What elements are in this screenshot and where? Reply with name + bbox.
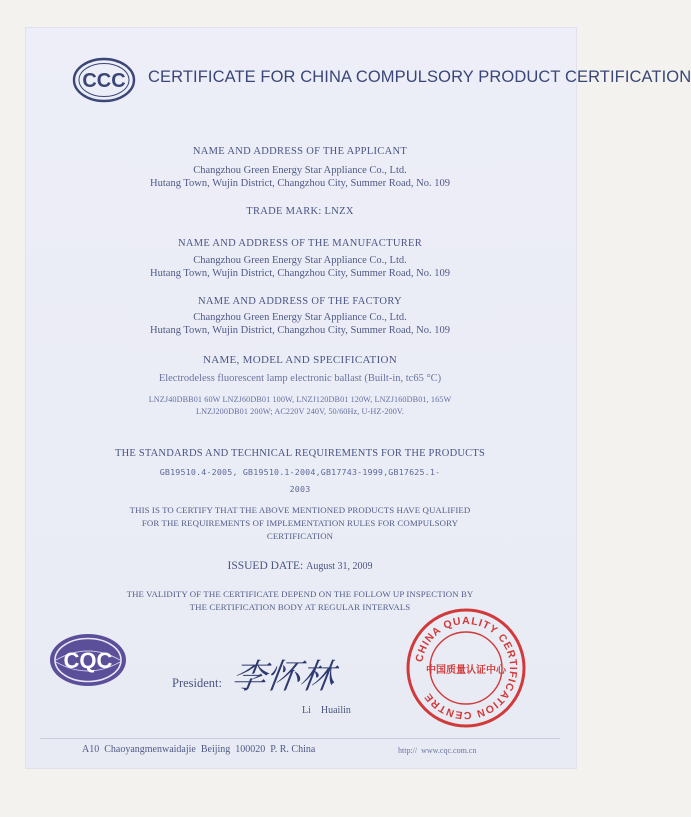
- product-description: Electrodeless fluorescent lamp electronic ballast (Built-in, tc65 °C): [158, 373, 442, 384]
- president-signature: [229, 650, 364, 700]
- footer-website: http:// www.cqc.com.cn: [398, 746, 477, 755]
- certify-line3: CERTIFICATION: [266, 531, 334, 541]
- certify-line1: THIS IS TO CERTIFY THAT THE ABOVE MENTIONED PRODUCTS HAVE QUALIFIED: [129, 505, 471, 515]
- stamp-outer-text: CHINA QUALITY CERTIFICATION CENTRE: [413, 614, 520, 722]
- president-label: President:: [172, 676, 222, 690]
- validity-line1: THE VALIDITY OF THE CERTIFICATE DEPEND ON THE FOLLOW UP INSPECTION BY: [126, 589, 474, 599]
- product-models-line1: LNZJ40DBB01 60W LNZJ60DB01 100W, LNZJ120DB01 120W, LNZJ160DB01, 165W: [148, 395, 452, 404]
- standards-line2: 2003: [289, 484, 311, 494]
- issued-date-label: ISSUED DATE:: [227, 560, 304, 572]
- issued-date-value: August 31, 2009: [306, 561, 373, 572]
- certificate-title: CERTIFICATE FOR CHINA COMPULSORY PRODUCT CERTIFICATION: [148, 68, 691, 86]
- president-name: Li Huailin: [302, 705, 351, 716]
- ccc-logo: [72, 56, 136, 104]
- factory-address: Hutang Town, Wujin District, Changzhou City, Summer Road, No. 109: [150, 325, 450, 336]
- cqc-red-stamp: [404, 606, 528, 730]
- cqc-logo: [48, 632, 128, 688]
- applicant-name: Changzhou Green Energy Star Appliance Co., Ltd.: [193, 165, 407, 176]
- stamp-inner-text: 中国质量认证中心: [426, 665, 506, 676]
- cqc-logo-text: CQC: [63, 648, 113, 673]
- standards-line1: GB19510.4-2005, GB19510.1-2004,GB17743-1999,GB17625.1-: [159, 467, 441, 477]
- product-heading: NAME, MODEL AND SPECIFICATION: [202, 354, 398, 366]
- footer-address: A10 Chaoyangmenwaidajie Beijing 100020 P. R. China: [82, 744, 316, 755]
- applicant-address: Hutang Town, Wujin District, Changzhou City, Summer Road, No. 109: [150, 178, 450, 189]
- product-models-line2: LNZJ200DB01 200W; AC220V 240V, 50/60Hz, U-HZ-200V.: [195, 407, 404, 416]
- validity-line2: THE CERTIFICATION BODY AT REGULAR INTERVALS: [189, 602, 411, 612]
- applicant-heading: NAME AND ADDRESS OF THE APPLICANT: [192, 146, 408, 157]
- trademark: TRADE MARK: LNZX: [246, 206, 354, 217]
- factory-heading: NAME AND ADDRESS OF THE FACTORY: [198, 296, 402, 307]
- certify-line2: FOR THE REQUIREMENTS OF IMPLEMENTATION RULES FOR COMPULSORY: [141, 518, 459, 528]
- manufacturer-name: Changzhou Green Energy Star Appliance Co., Ltd.: [193, 255, 407, 266]
- factory-name: Changzhou Green Energy Star Appliance Co., Ltd.: [193, 312, 407, 323]
- issued-date-block: [0, 560, 600, 572]
- manufacturer-heading: NAME AND ADDRESS OF THE MANUFACTURER: [177, 238, 423, 249]
- standards-heading: THE STANDARDS AND TECHNICAL REQUIREMENTS FOR THE PRODUCTS: [114, 448, 485, 459]
- ccc-logo-text: CCC: [82, 70, 126, 92]
- manufacturer-address: Hutang Town, Wujin District, Changzhou City, Summer Road, No. 109: [150, 268, 450, 279]
- footer-divider: [40, 738, 560, 739]
- signature-glyphs: 李怀林: [229, 657, 337, 697]
